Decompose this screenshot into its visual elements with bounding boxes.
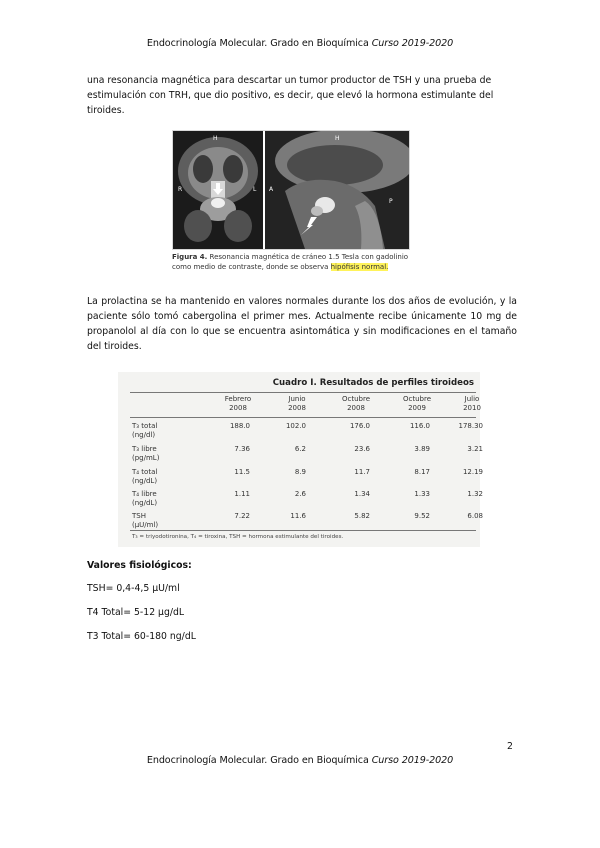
caption-label: Figura 4. [172, 253, 208, 261]
table-cell: 11.6 [290, 512, 306, 520]
header-text: Endocrinología Molecular. Grado en Bioquímica [146, 38, 372, 49]
reference-t4: T4 Total= 5-12 µg/dL [87, 607, 185, 618]
page-number: 2 [507, 741, 513, 752]
table-cell: 6.2 [294, 445, 306, 453]
column-header: Julio 2010 [463, 395, 481, 412]
svg-text:L: L [253, 186, 257, 193]
table-cell: 176.0 [349, 422, 370, 430]
caption-highlight: hipófisis normal. [330, 262, 389, 271]
column-header: Octubre 2009 [402, 395, 431, 412]
row-label: T₃ total (ng/dl) [132, 422, 158, 439]
table-cell: 11.7 [354, 468, 370, 476]
footer-text: Endocrinología Molecular. Grado en Bioquímica [146, 755, 372, 766]
row-label: T₄ total (ng/dL) [132, 468, 158, 485]
table-header-rule [130, 417, 476, 418]
table-cell: 7.36 [234, 445, 250, 453]
table-cell: 3.21 [467, 445, 483, 453]
table-cell: 8.17 [414, 468, 430, 476]
column-header: Octubre 2008 [341, 395, 370, 412]
svg-text:A: A [269, 186, 274, 193]
table-cell: 7.22 [234, 512, 250, 520]
column-header: Febrero 2008 [224, 395, 252, 412]
reference-t3: T3 Total= 60-180 ng/dL [87, 631, 196, 642]
row-label: T₃ libre (pg/mL) [132, 445, 160, 462]
svg-text:R: R [178, 186, 183, 193]
table-cell: 11.5 [234, 468, 250, 476]
mri-sagittal-image [265, 131, 409, 249]
table-cell: 6.08 [467, 512, 483, 520]
table-cell: 8.9 [294, 468, 306, 476]
footer-course: Curso 2019-2020 [371, 755, 454, 766]
mri-figure [172, 130, 410, 250]
table-cell: 1.34 [354, 490, 370, 498]
svg-text:P: P [389, 198, 393, 205]
table-cell: 1.33 [414, 490, 430, 498]
table-cell: 9.52 [414, 512, 430, 520]
table-top-rule [130, 392, 476, 393]
paragraph-2: La prolactina se ha mantenido en valores normales durante los dos años de evolución, y la paciente sólo tomó cabergolina el primer mes. Actualmente recibe únicamente 10 mg de propanolol al día con lo que se encuentra asintomática y sin modificaciones en el tamaño del tiroides. [87, 296, 517, 352]
caption-text: Resonancia magnética de cráneo 1.5 Tesla con gadolinio como medio de contraste, donde se observa [172, 253, 409, 271]
header-course: Curso 2019-2020 [371, 38, 454, 49]
row-label: T₄ libre (ng/dL) [132, 490, 158, 507]
table-cell: 3.89 [414, 445, 430, 453]
column-header: Junio 2008 [288, 395, 306, 412]
table-cell: 23.6 [354, 445, 370, 453]
page-footer [0, 755, 600, 766]
svg-text:H: H [213, 135, 218, 142]
thyroid-profile-table [118, 372, 483, 547]
table-cell: 1.11 [234, 490, 250, 498]
table-cell: 188.0 [229, 422, 250, 430]
table-cell: 116.0 [409, 422, 430, 430]
table-title: Cuadro I. Resultados de perfiles tiroideos [272, 378, 474, 388]
row-label: TSH (µU/ml) [132, 512, 159, 529]
reference-tsh: TSH= 0,4-4,5 µU/ml [87, 583, 180, 594]
table-cell: 178.30 [458, 422, 483, 430]
table-bottom-rule [130, 530, 476, 531]
figure-caption [172, 253, 412, 272]
paragraph-1: una resonancia magnética para descartar un tumor productor de TSH y una prueba de estimulación con TRH, que dio positivo, es decir, que elevó la hormona estimulante del tiroides. [87, 75, 494, 116]
table-footnote: T₃ = triyodotironina, T₄ = tiroxina, TSH = hormona estimulante del tiroides. [132, 534, 344, 540]
table-cell: 2.6 [294, 490, 306, 498]
table-cell: 102.0 [285, 422, 306, 430]
svg-text:H: H [335, 135, 340, 142]
table-cell: 5.82 [354, 512, 370, 520]
reference-values-title: Valores fisiológicos: [87, 560, 192, 571]
page-header [0, 38, 600, 49]
table-cell: 12.19 [462, 468, 483, 476]
mri-coronal-image [173, 131, 263, 249]
table-cell: 1.32 [467, 490, 483, 498]
